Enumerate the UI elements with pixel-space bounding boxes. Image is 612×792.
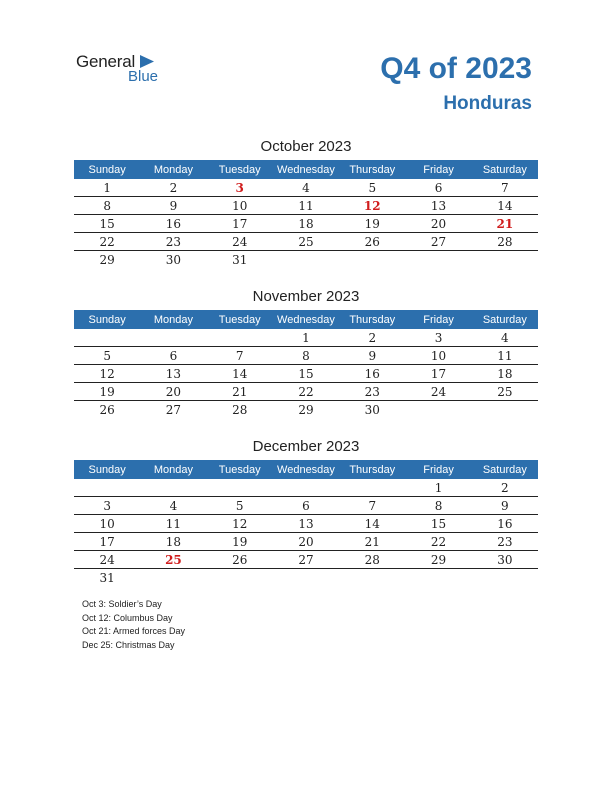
holiday-note: Oct 3: Soldier’s Day: [82, 599, 162, 609]
day-cell: 25: [273, 233, 339, 251]
day-cell: 17: [405, 365, 471, 383]
day-cell: 4: [140, 497, 206, 515]
week-row: [74, 215, 538, 233]
day-cell: 13: [140, 365, 206, 383]
month-title: October 2023: [260, 138, 352, 155]
day-cell: 13: [273, 515, 339, 533]
weekday-header: Saturday: [472, 160, 538, 179]
week-row: [74, 197, 538, 215]
day-cell: 21: [339, 533, 405, 551]
day-cell: 16: [140, 215, 206, 233]
day-cell: 7: [472, 179, 538, 197]
week-row: [74, 497, 538, 515]
day-cell: 19: [339, 215, 405, 233]
day-cell: [140, 569, 206, 587]
weekday-header: Tuesday: [207, 460, 273, 479]
day-cell: [339, 569, 405, 587]
day-cell: 27: [273, 551, 339, 569]
week-row: [74, 347, 538, 365]
day-cell: 18: [472, 365, 538, 383]
week-row: [74, 329, 538, 347]
calendar-grid: [74, 310, 538, 418]
weekday-header: Saturday: [472, 310, 538, 329]
holiday-note: Dec 25: Christmas Day: [82, 639, 175, 650]
day-cell: 7: [339, 497, 405, 515]
day-cell: [140, 329, 206, 347]
day-cell: 12: [207, 515, 273, 533]
day-cell: 6: [405, 179, 471, 197]
day-cell: 23: [472, 533, 538, 551]
day-cell: [472, 251, 538, 269]
day-cell: 14: [472, 197, 538, 215]
day-cell: 1: [74, 179, 140, 197]
weekday-header-row: [74, 160, 538, 179]
week-row: [74, 401, 538, 419]
day-cell: 25: [472, 383, 538, 401]
week-row: [74, 479, 538, 497]
day-cell: 8: [405, 497, 471, 515]
brand-subname: Blue: [128, 68, 159, 85]
day-cell: 2: [472, 479, 538, 497]
day-cell: 12: [339, 197, 405, 215]
logo-triangle-icon: [140, 55, 154, 68]
day-cell: 19: [207, 533, 273, 551]
day-cell: 20: [273, 533, 339, 551]
day-cell: 31: [232, 252, 248, 267]
day-cell: 25: [140, 551, 206, 569]
weekday-header: Friday: [405, 160, 471, 179]
day-cell: 19: [74, 383, 140, 401]
day-cell: 17: [207, 215, 273, 233]
weekday-header: Tuesday: [207, 160, 273, 179]
day-cell: 22: [405, 533, 471, 551]
day-cell: [472, 569, 538, 587]
weekday-header: Friday: [405, 460, 471, 479]
day-cell: 5: [339, 179, 405, 197]
day-cell: 16: [339, 365, 405, 383]
day-cell: 24: [74, 551, 140, 569]
day-cell: 10: [74, 515, 140, 533]
month-november: [74, 288, 538, 418]
day-cell: 11: [140, 515, 206, 533]
week-row: [74, 533, 538, 551]
week-row: [74, 383, 538, 401]
day-cell: [405, 401, 471, 419]
day-cell: 4: [472, 329, 538, 347]
weekday-header: Wednesday: [273, 160, 339, 179]
holiday-note: Oct 21: Armed forces Day: [82, 626, 186, 636]
day-cell: 28: [472, 233, 538, 251]
weekday-header-row: [74, 460, 538, 479]
month-title: December 2023: [252, 438, 360, 455]
day-cell: 29: [298, 402, 314, 417]
holiday-list: [82, 598, 185, 652]
day-cell: 22: [74, 233, 140, 251]
day-cell: 18: [273, 215, 339, 233]
day-cell: [339, 479, 405, 497]
day-cell: 9: [472, 497, 538, 515]
weekday-header: Wednesday: [273, 460, 339, 479]
day-cell: 3: [207, 179, 273, 197]
weekday-header: Wednesday: [273, 310, 339, 329]
day-cell: 4: [273, 179, 339, 197]
day-cell: 14: [207, 365, 273, 383]
day-cell: 12: [74, 365, 140, 383]
month-title: November 2023: [252, 288, 360, 305]
weekday-header: Sunday: [74, 160, 140, 179]
day-cell: 15: [74, 215, 140, 233]
day-cell: 27: [405, 233, 471, 251]
day-cell: 15: [405, 515, 471, 533]
brand-name: General: [76, 52, 136, 71]
day-cell: [405, 251, 471, 269]
day-cell: 2: [140, 179, 206, 197]
month-october: [74, 138, 538, 268]
day-cell: 28: [232, 402, 248, 417]
day-cell: 9: [140, 197, 206, 215]
day-cell: [207, 569, 273, 587]
day-cell: 3: [74, 497, 140, 515]
day-cell: 8: [273, 347, 339, 365]
day-cell: [207, 329, 273, 347]
day-cell: 1: [405, 479, 471, 497]
day-cell: 15: [273, 365, 339, 383]
week-row: [74, 515, 538, 533]
day-cell: 26: [339, 233, 405, 251]
day-cell: 23: [140, 233, 206, 251]
day-cell: 29: [405, 551, 471, 569]
page-title: Q4 of 2023: [380, 52, 532, 85]
day-cell: 1: [273, 329, 339, 347]
calendar-grid: [74, 460, 538, 586]
day-cell: 3: [405, 329, 471, 347]
weekday-header: Monday: [140, 160, 206, 179]
day-cell: 11: [273, 197, 339, 215]
day-cell: 31: [99, 570, 115, 585]
week-row: [74, 569, 538, 587]
weekday-header: Monday: [140, 460, 206, 479]
week-row: [74, 233, 538, 251]
day-cell: [140, 479, 206, 497]
weekday-header: Thursday: [339, 160, 405, 179]
day-cell: [74, 479, 140, 497]
day-cell: 17: [74, 533, 140, 551]
day-cell: 14: [339, 515, 405, 533]
week-row: [74, 365, 538, 383]
country-name: Honduras: [443, 93, 532, 114]
day-cell: [339, 251, 405, 269]
weekday-header: Thursday: [339, 460, 405, 479]
day-cell: 16: [472, 515, 538, 533]
day-cell: 23: [339, 383, 405, 401]
day-cell: 22: [273, 383, 339, 401]
day-cell: 6: [140, 347, 206, 365]
weekday-header: Monday: [140, 310, 206, 329]
day-cell: 28: [339, 551, 405, 569]
day-cell: [472, 401, 538, 419]
day-cell: 20: [405, 215, 471, 233]
month-december: [74, 438, 538, 586]
day-cell: 9: [339, 347, 405, 365]
day-cell: 30: [472, 551, 538, 569]
day-cell: 10: [207, 197, 273, 215]
calendar-grid: [74, 160, 538, 268]
day-cell: [207, 479, 273, 497]
day-cell: [74, 329, 140, 347]
day-cell: [273, 569, 339, 587]
day-cell: 8: [74, 197, 140, 215]
weekday-header: Sunday: [74, 310, 140, 329]
day-cell: 18: [140, 533, 206, 551]
weekday-header: Thursday: [339, 310, 405, 329]
day-cell: [273, 479, 339, 497]
day-cell: 7: [207, 347, 273, 365]
weekday-header: Sunday: [74, 460, 140, 479]
day-cell: 5: [74, 347, 140, 365]
day-cell: 29: [99, 252, 115, 267]
week-row: [74, 251, 538, 269]
day-cell: 21: [472, 215, 538, 233]
day-cell: 24: [207, 233, 273, 251]
weekday-header-row: [74, 310, 538, 329]
day-cell: 24: [405, 383, 471, 401]
holiday-note: Oct 12: Columbus Day: [82, 612, 173, 623]
day-cell: 30: [165, 252, 182, 267]
weekday-header: Tuesday: [207, 310, 273, 329]
day-cell: 5: [207, 497, 273, 515]
day-cell: 30: [364, 402, 380, 417]
brand-logo: [76, 52, 186, 92]
day-cell: 11: [472, 347, 538, 365]
day-cell: 10: [405, 347, 471, 365]
day-cell: 20: [140, 383, 206, 401]
day-cell: [405, 569, 471, 587]
day-cell: 27: [165, 402, 182, 417]
day-cell: 26: [207, 551, 273, 569]
week-row: [74, 551, 538, 569]
day-cell: 13: [405, 197, 471, 215]
weekday-header: Friday: [405, 310, 471, 329]
day-cell: 2: [339, 329, 405, 347]
day-cell: 6: [273, 497, 339, 515]
day-cell: 21: [207, 383, 273, 401]
week-row: [74, 179, 538, 197]
day-cell: [273, 251, 339, 269]
weekday-header: Saturday: [472, 460, 538, 479]
day-cell: 26: [99, 402, 115, 417]
